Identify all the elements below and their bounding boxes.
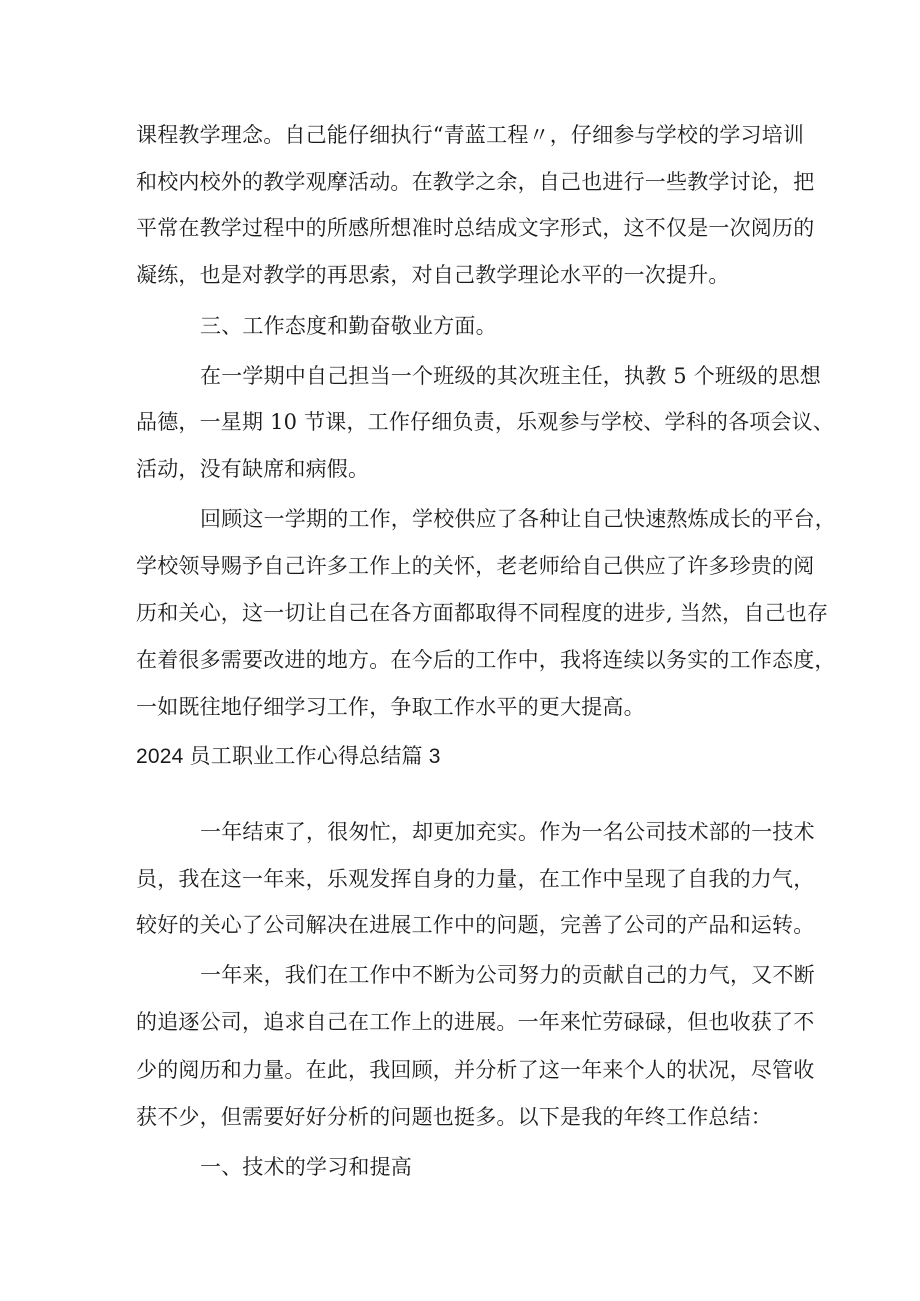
paragraph-line: 历和关心，这一切让自己在各方面都取得不同程度的进步, 当然，自己也存 bbox=[136, 601, 829, 625]
paragraph-line: 品德，一星期 10 节课，工作仔细负责，乐观参与学校、学科的各项会议、 bbox=[136, 410, 835, 434]
paragraph-line: 凝练，也是对教学的再思索，对自己教学理论水平的一次提升。 bbox=[136, 263, 730, 287]
paragraph-line: 课程教学理念。自己能仔细执行“青蓝工程〃，仔细参与学校的学习培训 bbox=[136, 123, 805, 147]
section-heading: 一、技术的学习和提高 bbox=[200, 1155, 412, 1179]
paragraph-line: 学校领导赐予自己许多工作上的关怀，老老师给自己供应了许多珍贵的阅 bbox=[136, 554, 815, 578]
paragraph-line: 的追逐公司，追求自己在工作上的进展。一年来忙劳碌碌，但也收获了不 bbox=[136, 1010, 815, 1034]
paragraph-line: 较好的关心了公司解决在进展工作中的问题，完善了公司的产品和运转。 bbox=[136, 913, 815, 937]
paragraph-line: 活动，没有缺席和病假。 bbox=[136, 457, 370, 481]
paragraph-line: 获不少，但需要好好分析的问题也挺多。以下是我的年终工作总结： bbox=[136, 1105, 772, 1129]
paragraph-line: 在着很多需要改进的地方。在今后的工作中，我将连续以务实的工作态度， bbox=[136, 648, 836, 672]
paragraph-line: 一年结束了，很匆忙，却更加充实。作为一名公司技术部的一技术 bbox=[200, 820, 815, 844]
paragraph-line: 少的阅历和力量。在此，我回顾，并分析了这一年来个人的状况，尽管收 bbox=[136, 1058, 815, 1082]
paragraph-line: 回顾这一学期的工作，学校供应了各种让自己快速熬炼成长的平台， bbox=[200, 507, 836, 531]
paragraph-line: 在一学期中自己担当一个班级的其次班主任，执教 5 个班级的思想 bbox=[200, 364, 821, 388]
section-heading: 三、工作态度和勤奋敬业方面。 bbox=[200, 314, 497, 338]
paragraph-line: 员，我在这一年来，乐观发挥自身的力量，在工作中呈现了自我的力气， bbox=[136, 867, 815, 891]
article-title: 2024 员工职业工作心得总结篇 3 bbox=[136, 745, 441, 768]
paragraph-line: 一如既往地仔细学习工作，争取工作水平的更大提高。 bbox=[136, 695, 645, 719]
paragraph-line: 和校内校外的教学观摩活动。在教学之余，自己也进行一些教学讨论，把 bbox=[136, 170, 815, 194]
paragraph-line: 一年来，我们在工作中不断为公司努力的贡献自己的力气，又不断 bbox=[200, 963, 815, 987]
paragraph-line: 平常在教学过程中的所感所想准时总结成文字形式，这不仅是一次阅历的 bbox=[136, 216, 815, 240]
